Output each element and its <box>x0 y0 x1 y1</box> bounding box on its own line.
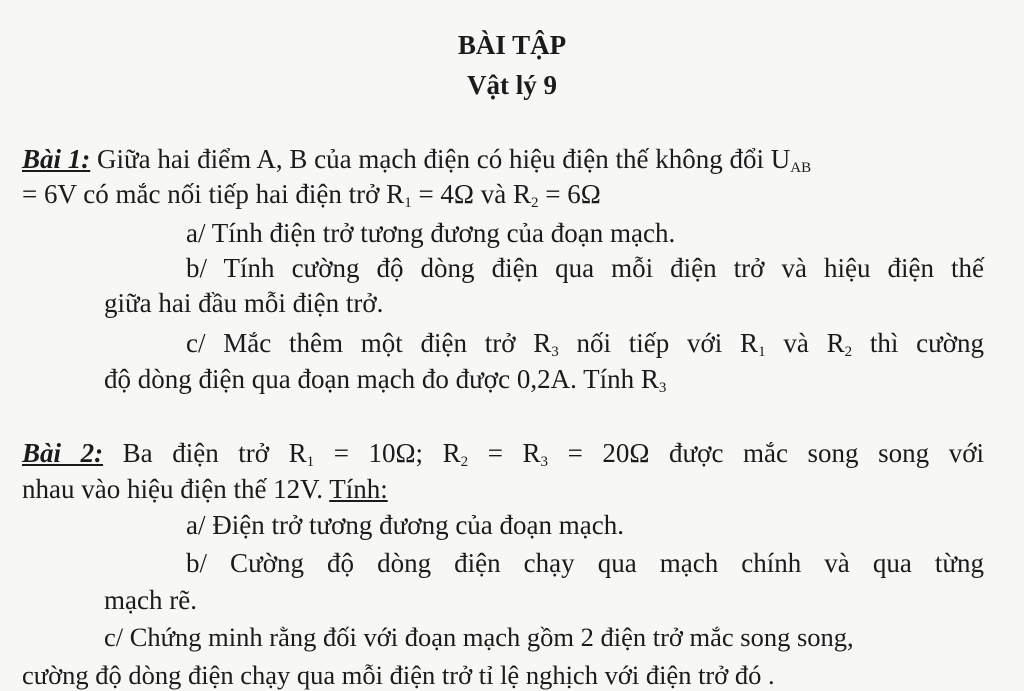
bai2-text: = R <box>468 438 541 468</box>
bai1-text: = 6Ω <box>538 179 601 209</box>
subscript: 2 <box>844 344 853 360</box>
bai2-label: Bài 2: <box>22 438 104 468</box>
bai2-line-1 <box>22 437 984 469</box>
bai2-item-b-line-1: b/ Cường độ dòng điện chạy qua mạch chính và qua từng <box>186 548 984 578</box>
subscript: 2 <box>530 195 539 211</box>
subscript: AB <box>790 160 812 176</box>
subscript: 3 <box>551 344 559 360</box>
bai1-text: = 6V có mắc nối tiếp hai điện trở R <box>22 179 405 209</box>
page-title: BÀI TẬP <box>457 30 567 60</box>
bai2-text: nhau vào hiệu điện thế 12V. <box>22 474 330 504</box>
subscript: 1 <box>404 195 412 211</box>
bai2-item-c-line-2: cường độ dòng điện chạy qua mỗi điện trở tỉ lệ nghịch với điện trở đó . <box>22 660 775 690</box>
bai1-text: = 4Ω và R <box>411 179 531 209</box>
bai2-item-c-line-1: c/ Chứng minh rằng đối với đoạn mạch gồm 2 điện trở mắc song song, <box>104 622 854 652</box>
bai1-text: c/ Mắc thêm một điện trở R <box>186 328 552 358</box>
bai2-item-b-line-2: mạch rẽ. <box>104 585 197 615</box>
bai1-line-1 <box>22 143 811 175</box>
bai2-item-a: a/ Điện trở tương đương của đoạn mạch. <box>186 510 624 540</box>
bai1-text: thì cường <box>852 328 985 358</box>
bai1-item-b-line-1: b/ Tính cường độ dòng điện qua mỗi điện trở và hiệu điện thế <box>186 253 984 283</box>
bai1-text: Giữa hai điểm A, B của mạch điện có hiệu điện thế không đổi U <box>90 144 791 174</box>
subscript: 3 <box>658 380 667 396</box>
subscript: 1 <box>758 344 766 360</box>
bai1-text: nối tiếp với R <box>558 328 759 358</box>
bai2-text: = 20Ω được mắc song song với <box>548 438 984 468</box>
subscript: 1 <box>306 454 315 470</box>
bai1-item-c-line-1 <box>186 327 984 359</box>
bai2-underlined: Tính: <box>329 474 388 504</box>
bai2-text: = 10Ω; R <box>314 438 461 468</box>
bai1-item-c-line-2 <box>104 363 666 395</box>
bai1-text: độ dòng điện qua đoạn mạch đo được 0,2A. Tính R <box>104 364 659 394</box>
bai1-line-2 <box>22 178 601 210</box>
bai1-text: và R <box>765 328 845 358</box>
bai1-label: Bài 1: <box>22 144 91 174</box>
page-subtitle: Vật lý 9 <box>467 70 557 100</box>
bai1-item-a: a/ Tính điện trở tương đương của đoạn mạch. <box>186 218 676 248</box>
subscript: 3 <box>540 454 549 470</box>
subscript: 2 <box>460 454 469 470</box>
bai2-text: Ba điện trở R <box>103 438 307 468</box>
bai2-line-2 <box>22 473 388 505</box>
bai1-item-b-line-2: giữa hai đầu mỗi điện trở. <box>104 288 384 318</box>
